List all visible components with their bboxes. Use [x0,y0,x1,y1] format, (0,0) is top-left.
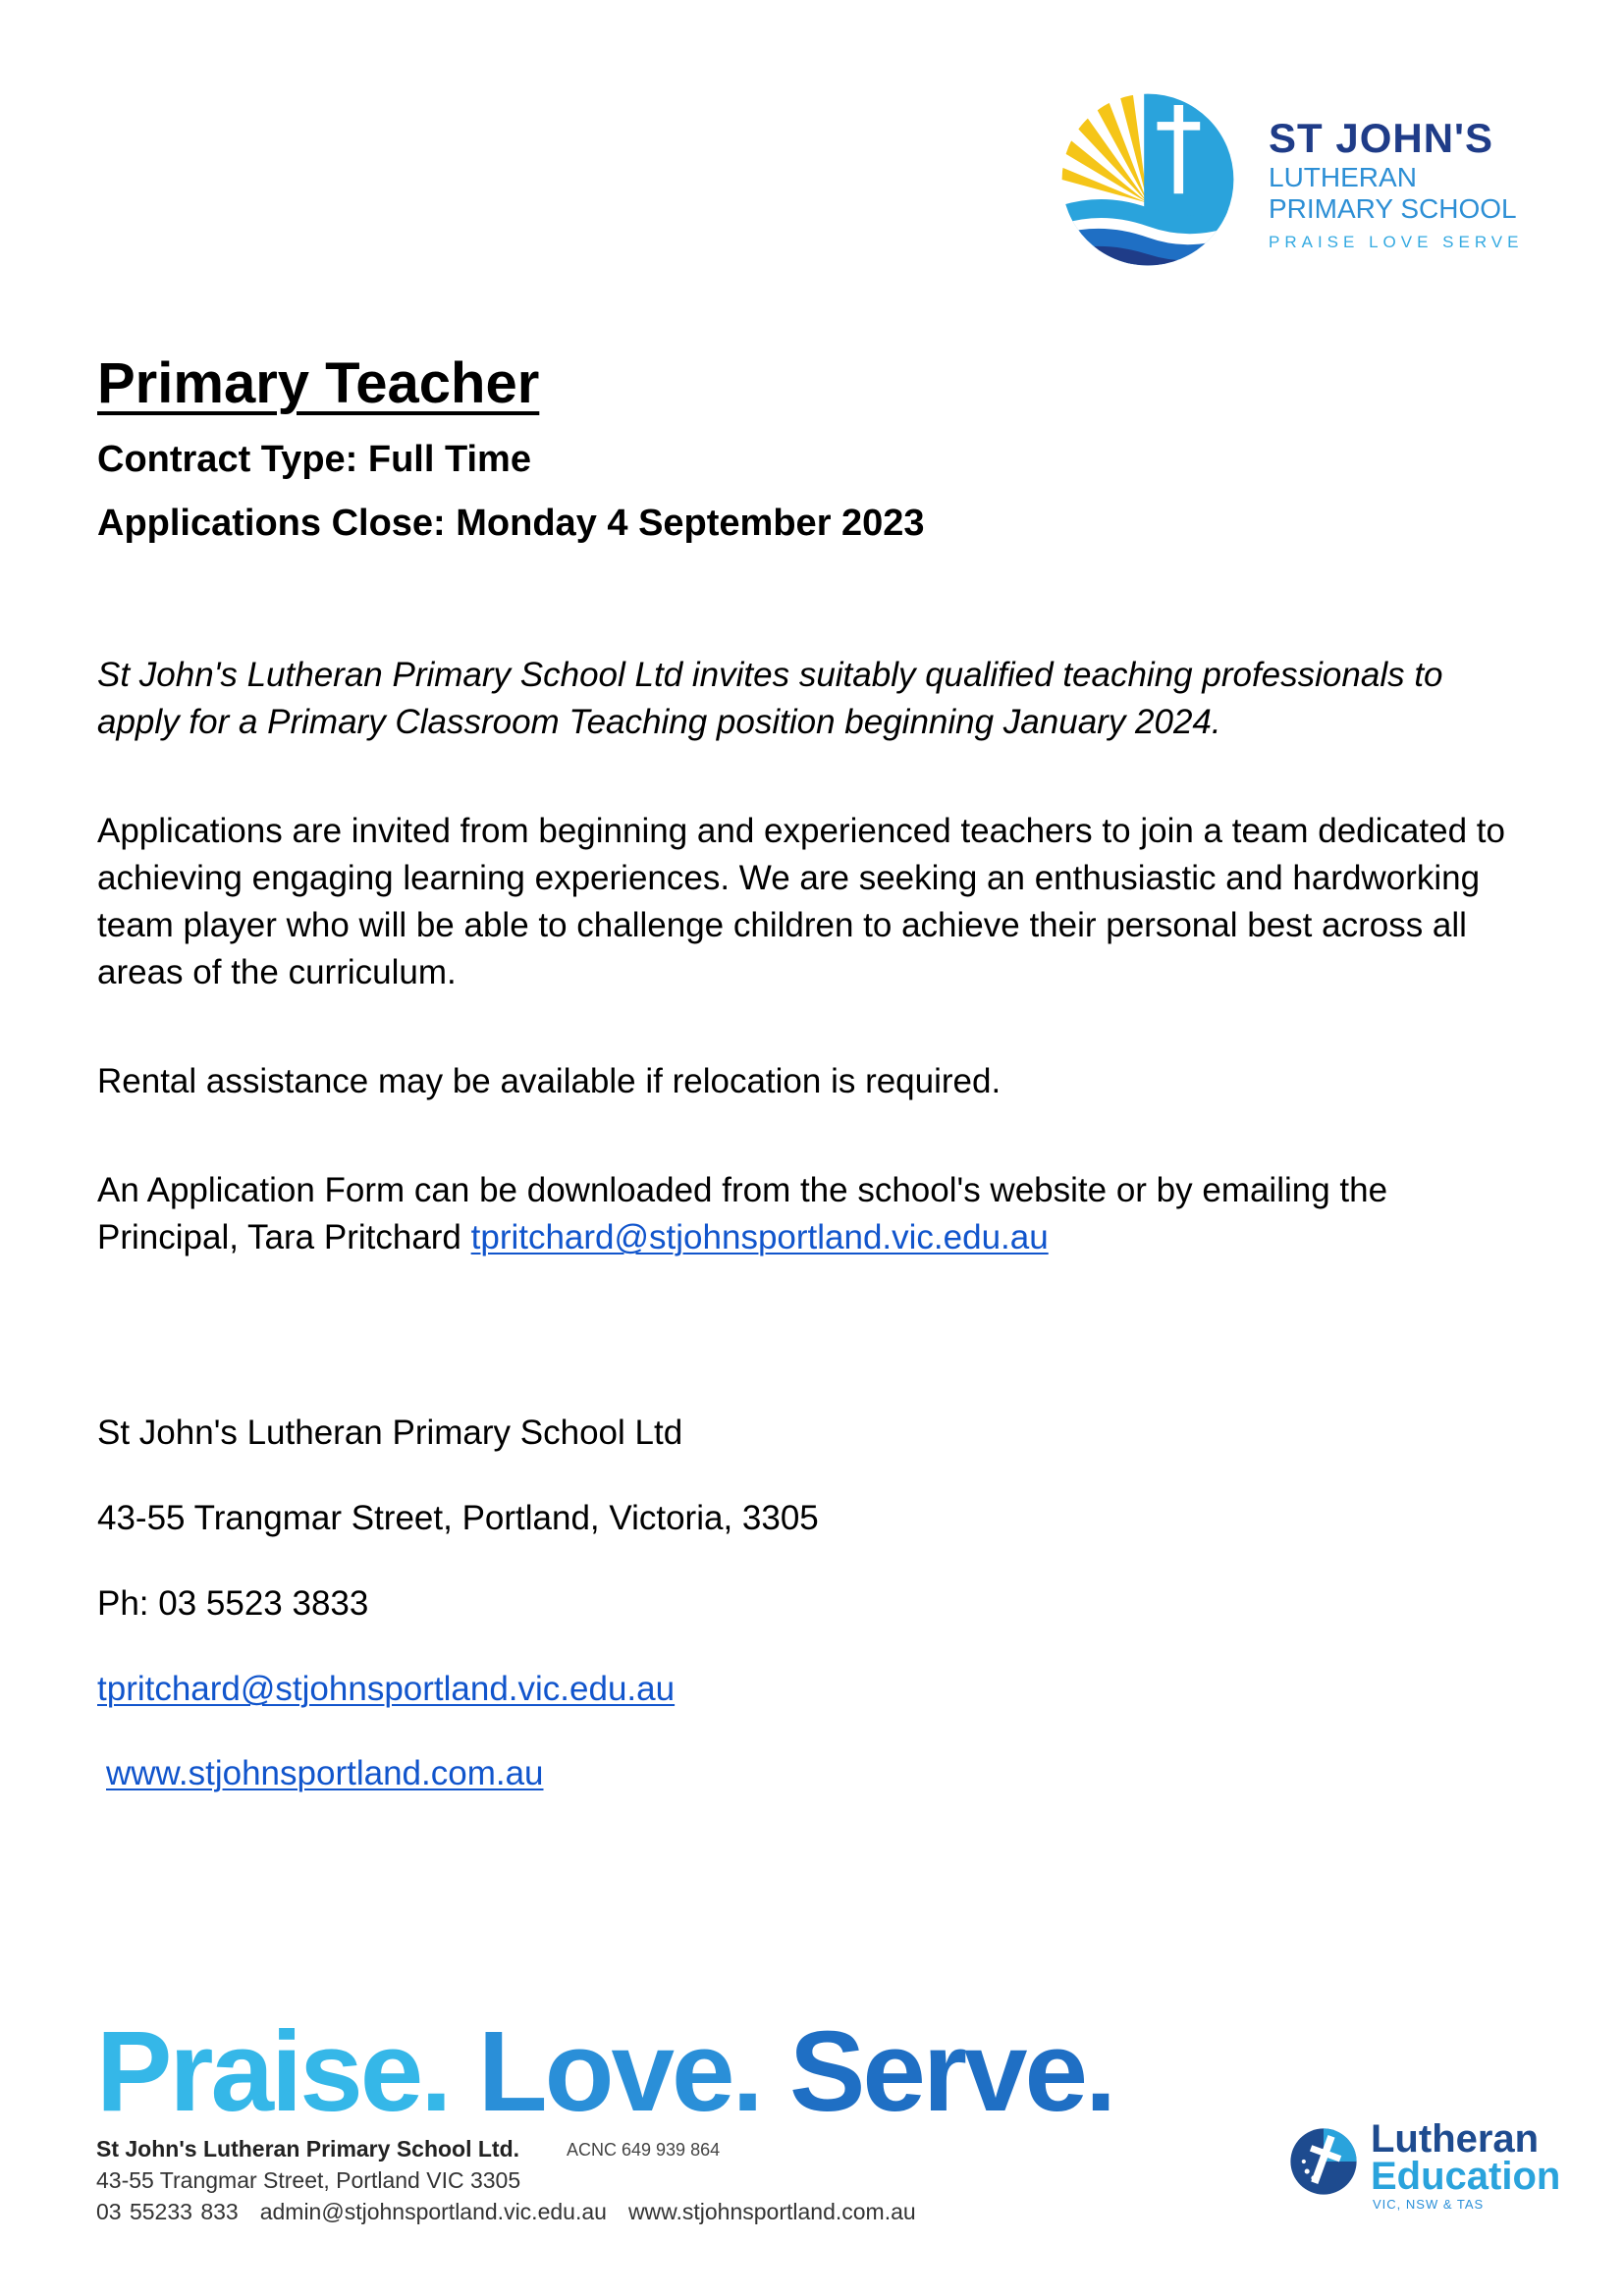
le-logo-line1: Lutheran [1371,2117,1540,2161]
footer-email[interactable]: admin@stjohnsportland.vic.edu.au [259,2199,607,2224]
footer-address: 43-55 Trangmar Street, Portland VIC 3305 [96,2167,521,2193]
contract-type: Contract Type: Full Time [97,439,531,480]
contact-email [97,1666,675,1713]
invite-paragraph: Applications are invited from beginning and experienced teachers to join a team dedicated to achieving engaging learning experiences. We are seeking an enthusiastic and hardworking team player who will be able to challenge children to achieve their personal best across all areas of the curriculum. [97,812,1505,991]
principal-email-link[interactable]: tpritchard@stjohnsportland.vic.edu.au [470,1218,1049,1256]
page-title: Primary Teacher [97,351,540,415]
intro-paragraph: St John's Lutheran Primary School Ltd invites suitably qualified teaching professionals to apply for a Primary Classroom Teaching position beginning January 2024. [97,656,1443,741]
contact-phone: Ph: 03 5523 3833 [97,1584,369,1623]
le-logo-line2: Education [1371,2155,1561,2198]
contact-website-link[interactable]: www.stjohnsportland.com.au [106,1754,544,1792]
contact-school-name: St John's Lutheran Primary School Ltd [97,1414,683,1452]
application-form-text: An Application Form can be downloaded from the school's website or by emailing the Principal, Tara Pritchard [97,1171,1388,1256]
school-logo [1055,86,1241,273]
logo-name-line3: PRIMARY SCHOOL [1269,193,1517,224]
contact-address: 43-55 Trangmar Street, Portland, Victoria, 3305 [97,1499,819,1537]
footer-website[interactable]: www.stjohnsportland.com.au [627,2199,916,2224]
contact-website [106,1750,544,1797]
contact-email-link[interactable]: tpritchard@stjohnsportland.vic.edu.au [97,1670,676,1708]
footer-school-name: St John's Lutheran Primary School Ltd. [96,2136,520,2162]
footer-acnc: ACNC 649 939 864 [567,2140,721,2160]
logo-name-line1: ST JOHN'S [1269,115,1494,161]
rental-paragraph: Rental assistance may be available if relocation is required. [97,1062,1001,1100]
logo-motto: PRAISE LOVE SERVE [1269,233,1524,251]
le-logo-line3: VIC, NSW & TAS [1373,2197,1485,2212]
footer-phone: 03 55233 833 [96,2199,239,2224]
lutheran-education-logo-icon [1282,2120,1365,2203]
slogan-love: Love. [477,2007,761,2135]
slogan-praise: Praise. [96,2007,450,2135]
applications-close: Applications Close: Monday 4 September 2023 [97,503,925,544]
slogan-serve: Serve. [788,2007,1114,2135]
footer-slogan [96,2007,1113,2135]
logo-name-line2: LUTHERAN [1269,162,1417,192]
application-form-paragraph [97,1167,1531,1261]
footer-contact-line [96,2197,938,2226]
